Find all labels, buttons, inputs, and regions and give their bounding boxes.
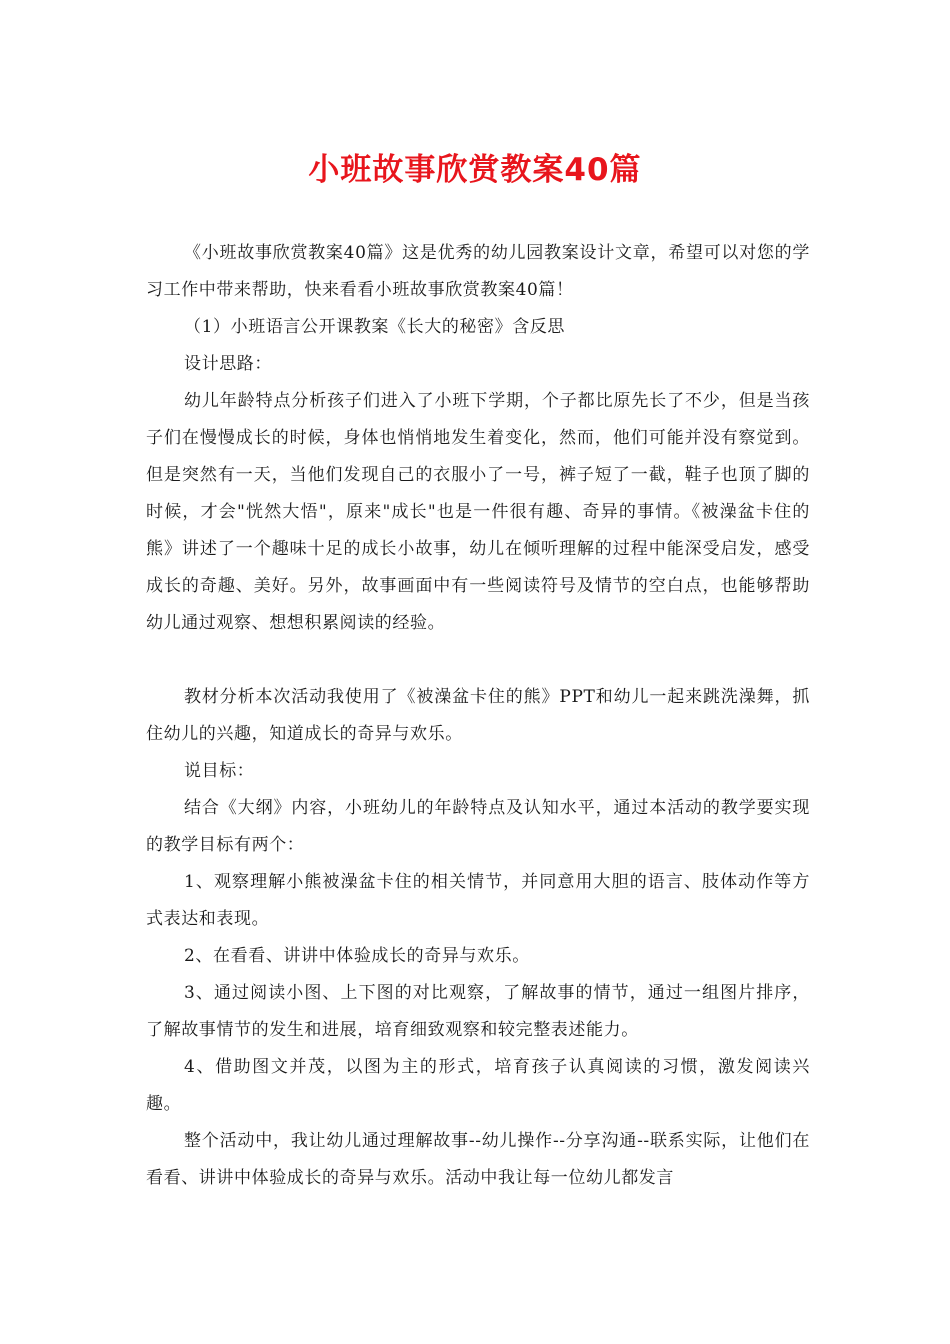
document-body <box>146 235 810 1197</box>
goal-item-2: 2、在看看、讲讲中体验成长的奇异与欢乐。 <box>184 946 530 966</box>
design-idea-label: 设计思路： <box>184 354 272 374</box>
activity-summary-paragraph: 整个活动中，我让幼儿通过理解故事--幼儿操作--分享沟通--联系实际，让他们在看看、讲讲中体验成长的奇异与欢乐。活动中我让每一位幼儿都发言 <box>146 1131 810 1188</box>
goal-item-3: 3、通过阅读小图、上下图的对比观察，了解故事的情节，通过一组图片排序，了解故事情节的发生和进展，培育细致观察和较完整表述能力。 <box>146 983 810 1040</box>
age-analysis-paragraph: 幼儿年龄特点分析孩子们进入了小班下学期，个子都比原先长了不少，但是当孩子们在慢慢成长的时候，身体也悄悄地发生着变化，然而，他们可能并没有察觉到。但是突然有一天，当他们发现自己的衣服小了一号，裤子短了一截，鞋子也顶了脚的时候，才会"恍然大悟"，原来"成长"也是一件很有趣、奇异的事情。《被澡盆卡住的熊》讲述了一个趣味十足的成长小故事，幼儿在倾听理解的过程中能深受启发，感受成长的奇趣、美好。另外，故事画面中有一些阅读符号及情节的空白点，也能够帮助幼儿通过观察、想想积累阅读的经验。 <box>146 391 810 633</box>
goals-intro-paragraph: 结合《大纲》内容，小班幼儿的年龄特点及认知水平，通过本活动的教学要实现的教学目标有两个： <box>146 798 810 855</box>
goals-label: 说目标： <box>184 761 255 781</box>
intro-paragraph: 《小班故事欣赏教案40篇》这是优秀的幼儿园教案设计文章，希望可以对您的学习工作中带来帮助，快来看看小班故事欣赏教案40篇！ <box>146 243 810 300</box>
material-analysis-paragraph: 教材分析本次活动我使用了《被澡盆卡住的熊》PPT和幼儿一起来跳洗澡舞，抓住幼儿的兴趣，知道成长的奇异与欢乐。 <box>146 687 810 744</box>
document-title: 小班故事欣赏教案40篇 <box>308 152 642 188</box>
section-heading: （1）小班语言公开课教案《长大的秘密》含反思 <box>184 317 566 337</box>
goal-item-1: 1、观察理解小熊被澡盆卡住的相关情节，并同意用大胆的语言、肢体动作等方式表达和表现。 <box>146 872 810 929</box>
goal-item-4: 4、借助图文并茂，以图为主的形式，培育孩子认真阅读的习惯，激发阅读兴趣。 <box>146 1057 810 1114</box>
